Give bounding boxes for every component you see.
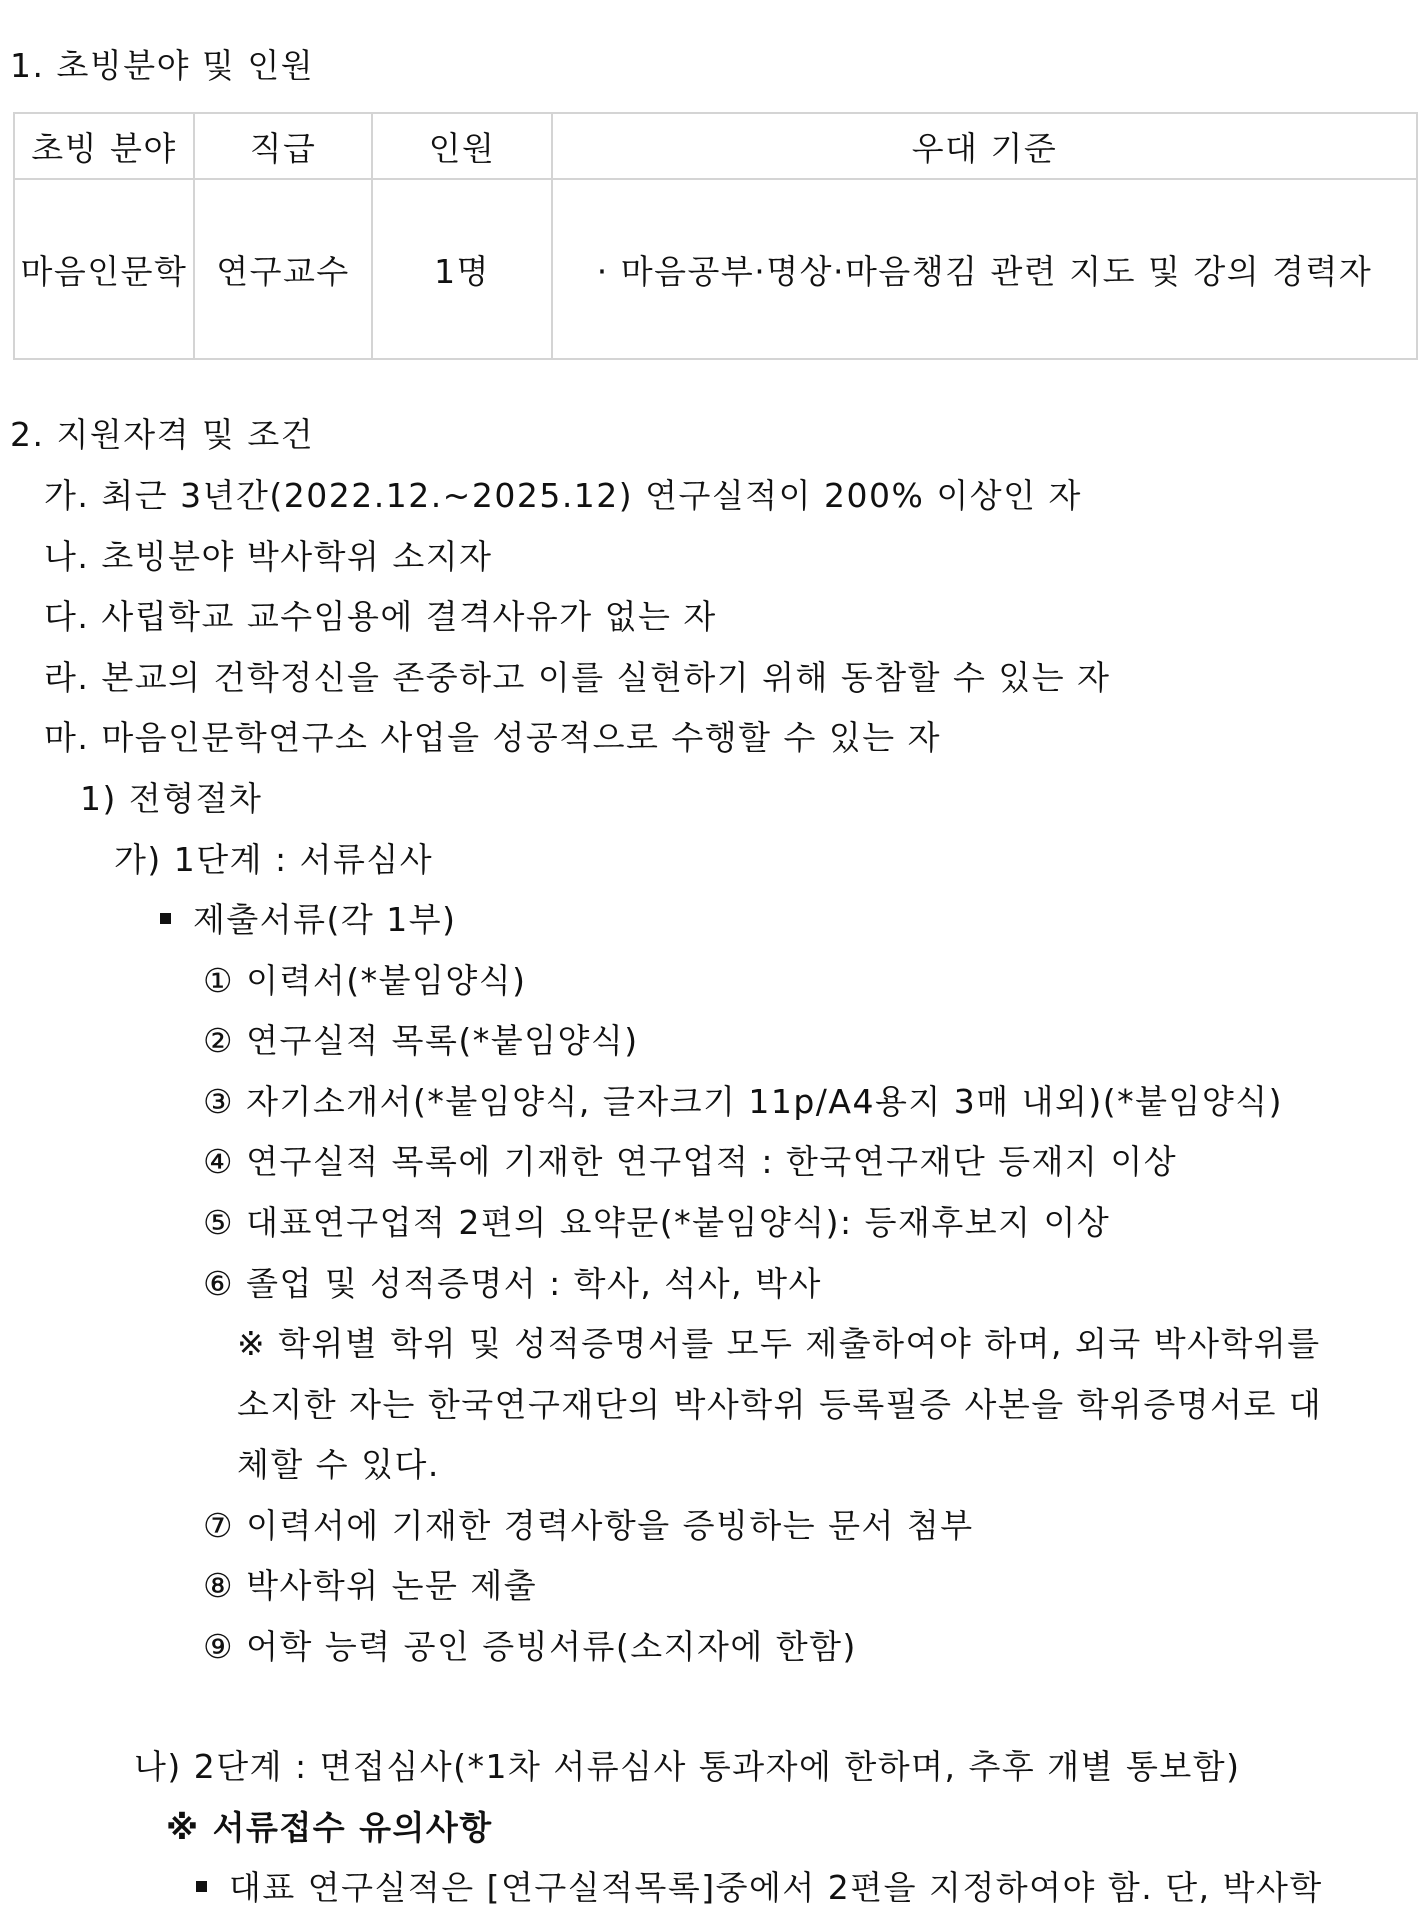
cell-preference: · 마음공부·명상·마음챙김 관련 지도 및 강의 경력자	[552, 179, 1417, 359]
qualification-item: 가. 최근 3년간(2022.12.~2025.12) 연구실적이 200% 이상인 자	[44, 476, 1082, 515]
qualification-item: 다. 사립학교 교수임용에 결격사유가 없는 자	[44, 597, 717, 636]
header-headcount: 인원	[372, 113, 552, 179]
section2-heading: 2. 지원자격 및 조건	[10, 415, 315, 454]
cell-position: 연구교수	[194, 179, 372, 359]
caution-item-text: 대표 연구실적은 [연구실적목록]중에서 2편을 지정하여야 함. 단, 박사학	[229, 1868, 1323, 1907]
header-position: 직급	[194, 113, 372, 179]
caution-item	[196, 1868, 1323, 1908]
doc-item: ⑨ 어학 능력 공인 증빙서류(소지자에 한함)	[203, 1627, 857, 1666]
cell-field: 마음인문학	[14, 179, 194, 359]
stage1-title: 가) 1단계 : 서류심사	[114, 840, 434, 879]
docs-title	[160, 900, 457, 940]
recruitment-table	[13, 112, 1418, 360]
doc-item: ④ 연구실적 목록에 기재한 연구업적 : 한국연구재단 등재지 이상	[203, 1142, 1178, 1181]
doc-item: ⑤ 대표연구업적 2편의 요약문(*붙임양식): 등재후보지 이상	[203, 1203, 1111, 1242]
section1-heading: 1. 초빙분야 및 인원	[10, 46, 315, 85]
note-line: 소지한 자는 한국연구재단의 박사학위 등록필증 사본을 학위증명서로 대	[237, 1385, 1323, 1424]
table-header-row	[14, 113, 1417, 179]
docs-title-text: 제출서류(각 1부)	[193, 900, 457, 939]
caution-title: ※ 서류접수 유의사항	[166, 1808, 493, 1847]
header-preference: 우대 기준	[552, 113, 1417, 179]
square-bullet-icon	[160, 913, 171, 924]
cell-headcount: 1명	[372, 179, 552, 359]
qualification-item: 나. 초빙분야 박사학위 소지자	[44, 537, 493, 576]
stage2-title: 나) 2단계 : 면접심사(*1차 서류심사 통과자에 한하며, 추후 개별 통보함)	[134, 1747, 1241, 1786]
doc-item: ① 이력서(*붙임양식)	[203, 961, 527, 1000]
doc-item: ③ 자기소개서(*붙임양식, 글자크기 11p/A4용지 3매 내외)(*붙임양식)	[203, 1082, 1283, 1121]
doc-item: ② 연구실적 목록(*붙임양식)	[203, 1021, 639, 1060]
square-bullet-icon	[196, 1881, 207, 1892]
doc-item: ⑦ 이력서에 기재한 경력사항을 증빙하는 문서 첨부	[203, 1506, 974, 1545]
note-line: ※ 학위별 학위 및 성적증명서를 모두 제출하여야 하며, 외국 박사학위를	[237, 1324, 1321, 1363]
doc-item: ⑥ 졸업 및 성적증명서 : 학사, 석사, 박사	[203, 1264, 822, 1303]
qualification-item: 마. 마음인문학연구소 사업을 성공적으로 수행할 수 있는 자	[44, 718, 941, 757]
table-row	[14, 179, 1417, 359]
doc-item: ⑧ 박사학위 논문 제출	[203, 1566, 538, 1605]
qualification-item: 라. 본교의 건학정신을 존중하고 이를 실현하기 위해 동참할 수 있는 자	[44, 658, 1111, 697]
procedure-title: 1) 전형절차	[80, 779, 263, 818]
note-line: 체할 수 있다.	[237, 1445, 440, 1484]
header-field: 초빙 분야	[14, 113, 194, 179]
